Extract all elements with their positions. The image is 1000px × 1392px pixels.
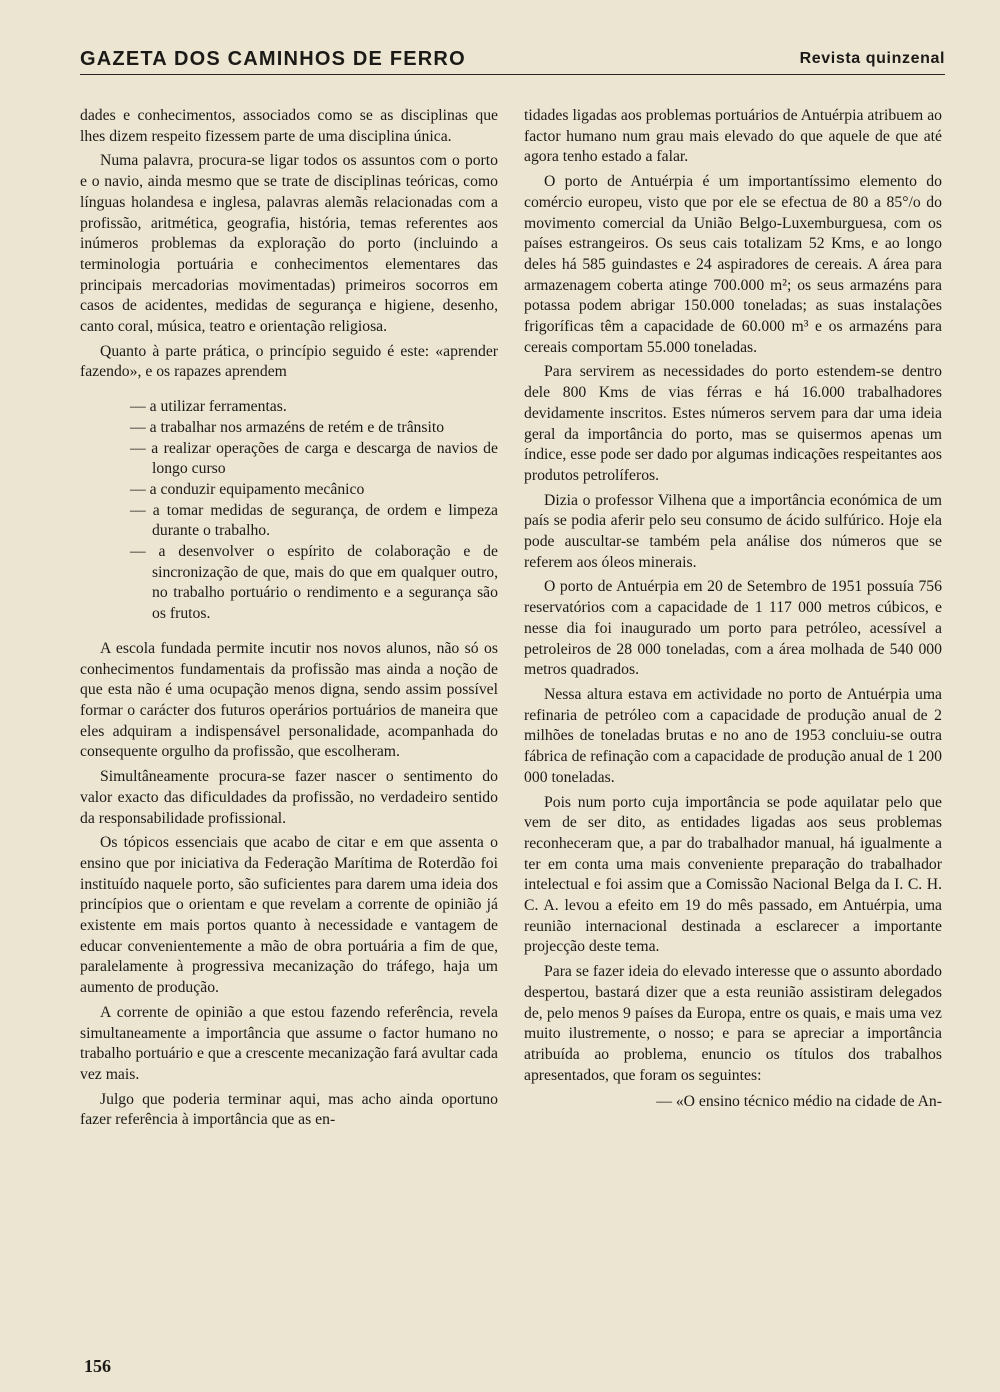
page-number: 156	[84, 1356, 111, 1376]
paragraph: Para servirem as necessidades do porto estendem-se dentro dele 800 Kms de vias férras e há 16.000 trabalhadores devidamente inscritos. Estes números servem para dar uma ideia geral da importância do porto, mas se quisermos apenas um índice, esse pode ser dado por algumas indicações respeitantes aos produtos petrolíferos.	[524, 363, 942, 484]
paragraph: Pois num porto cuja importância se pode aquilatar pelo que vem de ser dito, as entidades ligadas aos seus problemas reconheceram que, a par do trabalhador manual, há igualmente a ter em conta uma mais conveniente preparação do trabalhador intelectual e foi assim que a Comissão Nacional Belga da I. C. H. C. A. levou a efeito em 19 do mês passado, em Antuérpia, uma reunião internacional destinada a esclarecer a importante projecção deste tema.	[524, 793, 942, 956]
publication-subtitle: Revista quinzenal	[799, 50, 945, 67]
list-item: — a realizar operações de carga e descarga de navios de longo curso	[130, 439, 498, 478]
list-item: — a tomar medidas de segurança, de ordem e limpeza durante o trabalho.	[130, 501, 498, 540]
paragraph: Os tópicos essenciais que acabo de citar e em que assenta o ensino que por iniciativa da Federação Marítima de Roterdão foi instituído naquele porto, são suficientes para darem uma ideia dos princípios que o orientam e que revelam a corrente de opinião já existente em mais portos quanto à necessidade e vantagem de educar convenientemente a mão de obra portuária a fim de que, paralelamente à progressiva mecanização do tráfego, haja um aumento de produção.	[80, 834, 498, 997]
paragraph: A corrente de opinião a que estou fazendo referência, revela simultaneamente a importância que assume o factor humano no trabalho portuário e que a crescente mecanização fará avultar cada vez mais.	[80, 1003, 498, 1083]
paragraph: Dizia o professor Vilhena que a importância económica de um país se podia aferir pelo seu consumo de ácido sulfúrico. Hoje ela pode auscultar-se também pela análise dos números que se referem aos óleos minerais.	[524, 491, 942, 571]
list-item: — a trabalhar nos armazéns de retém e de trânsito	[130, 418, 445, 436]
paragraph: O porto de Antuérpia em 20 de Setembro de 1951 possuía 756 reservatórios com a capacidade de 1 117 000 metros cúbicos, e nesse dia foi inaugurado um porto para petróleo, acessível a petroleiros de 28 000 toneladas, com a área molhada de 540 000 metros quadrados.	[524, 578, 942, 679]
paragraph: Nessa altura estava em actividade no porto de Antuérpia uma refinaria de petróleo com a capacidade de produção anual de 2 milhões de toneladas brutas e no ano de 1953 concluiu-se outra fábrica de refinação com a capacidade de produção anual de 1 200 000 toneladas.	[524, 685, 942, 786]
left-column	[80, 106, 498, 1135]
right-column	[524, 106, 942, 1117]
paper-title-quote: — «O ensino técnico médio na cidade de An-	[656, 1093, 942, 1111]
paragraph: tidades ligadas aos problemas portuários de Antuérpia atribuem ao factor humano num grau mais elevado do que aquele de que até agora tenho estado a falar.	[524, 107, 942, 166]
paragraph: O porto de Antuérpia é um importantíssimo elemento do comércio europeu, visto que por ele se efectua de 80 a 85°/o do movimento comercial da União Belgo-Luxemburguesa, com os países estrangeiros. Os seus cais totalizam 52 Kms, e ao longo deles há 585 guindastes e 24 aspiradores de cereais. A área para armazenagem coberta atinge 700.000 m²; os seus armazéns para potassa podem abrigar 150.000 toneladas; as suas instalações frigoríficas têm a capacidade de 60.000 m³ e os armazéns para cereais comportam 55.000 toneladas.	[524, 173, 942, 356]
paragraph: dades e conhecimentos, associados como se as disciplinas que lhes dizem respeito fizessem parte de uma disciplina única.	[80, 107, 498, 145]
list-item: — a utilizar ferramentas.	[130, 398, 287, 416]
paragraph: Para se fazer ideia do elevado interesse que o assunto abordado despertou, bastará dizer que a esta reunião assistiram delegados de, pelo menos 9 países da Europa, entre os quais, e mais uma vez muito ilustremente, o nosso; e para se apreciar a importância atribuída ao problema, enuncio os títulos dos trabalhos apresentados, que foram os seguintes:	[524, 963, 942, 1084]
paragraph: Numa palavra, procura-se ligar todos os assuntos com o porto e o navio, ainda mesmo que se trate de disciplinas teóricas, como línguas holandesa e inglesa, palavras alemãs relacionadas com a profissão, aritmética, geografia, história, temas referentes aos inúmeros problemas da exploração do porto (incluindo a terminologia portuária e conhecimentos elementares das principais mercadorias movimentadas) primeiros socorros em casos de acidentes, medidas de segurança e higiene, desenho, canto coral, música, teatro e orientação religiosa.	[80, 152, 498, 336]
publication-title: GAZETA DOS CAMINHOS DE FERRO	[80, 48, 466, 70]
paragraph: Quanto à parte prática, o princípio seguido é este: «aprender fazendo», e os rapazes aprendem	[80, 342, 498, 381]
practical-skills-list	[130, 397, 498, 625]
paragraph: A escola fundada permite incutir nos novos alunos, não só os conhecimentos fundamentais da profissão mas ainda a noção de que esta não é uma ocupação menos digna, sendo assim possível formar o carácter dos futuros operários portuários de maneira que eles adquiram a indispensável personalidade, acompanhada do consequente orgulho da profissão, que escolheram.	[80, 639, 498, 761]
paragraph: Julgo que poderia terminar aqui, mas acho ainda oportuno fazer referência à importância que as en-	[80, 1090, 498, 1129]
list-item: — a conduzir equipamento mecânico	[130, 480, 365, 498]
paragraph: Simultâneamente procura-se fazer nascer o sentimento do valor exacto das dificuldades da profissão, no verdadeiro sentido da responsabilidade profissional.	[80, 768, 498, 827]
running-header	[80, 44, 945, 75]
list-item: — a desenvolver o espírito de colaboração e de sincronização de que, mais do que em qualquer outro, no trabalho portuário o rendimento e a segurança são os frutos.	[130, 543, 498, 623]
